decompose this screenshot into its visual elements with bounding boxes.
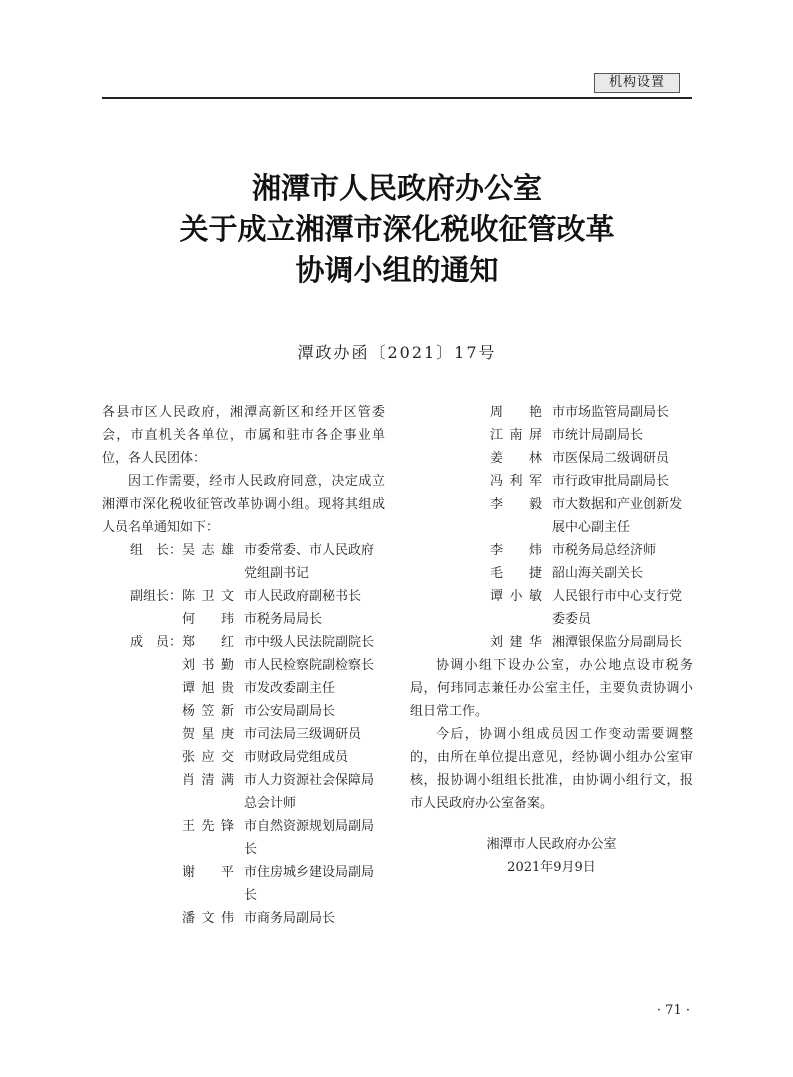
- signature-org: 湘潭市人民政府办公室: [486, 837, 617, 852]
- member-row: [410, 585, 693, 631]
- member-position: 市中级人民法院副院长: [244, 635, 375, 650]
- title-line-2: 关于成立湘潭市深化税收征管改革: [179, 212, 615, 246]
- member-name: 谭小敏: [490, 589, 542, 604]
- deputy-leader-name: 陈卫文: [182, 589, 234, 604]
- member-name: 江南屏: [490, 428, 542, 443]
- member-name: 刘建华: [490, 635, 542, 650]
- member-row: [102, 631, 385, 654]
- member-name: 肖清满: [182, 773, 234, 788]
- signature-block: [410, 833, 693, 879]
- member-position: 市财政局党组成员: [244, 750, 349, 765]
- member-name: 周 艳: [490, 405, 542, 420]
- member-row: [102, 861, 385, 907]
- member-row: [102, 907, 385, 930]
- member-row: [410, 447, 693, 470]
- deputy-leader-position: 市人民政府副秘书长: [244, 589, 362, 604]
- member-name: 张应交: [182, 750, 234, 765]
- member-name: 刘书勤: [182, 658, 234, 673]
- member-name: 杨笠新: [182, 704, 234, 719]
- member-position: 市市场监管局副局长: [552, 405, 670, 420]
- member-name: 谭旭贵: [182, 681, 234, 696]
- member-position: 市税务局总经济师: [552, 543, 657, 558]
- member-position: 市自然资源规划局副局长: [244, 819, 375, 857]
- member-row: [102, 723, 385, 746]
- member-position: 市医保局二级调研员: [552, 451, 670, 466]
- title-line-1: 湘潭市人民政府办公室: [251, 171, 542, 205]
- deputy-leader-2-name: 何 玮: [182, 612, 234, 627]
- member-name: 李 炜: [490, 543, 542, 558]
- member-row: [102, 700, 385, 723]
- member-row: [102, 769, 385, 815]
- member-row: [410, 539, 693, 562]
- member-row: [410, 470, 693, 493]
- member-row: [410, 631, 693, 654]
- member-position: 市人力资源社会保障局总会计师: [244, 773, 375, 811]
- deputy-leader-2-position: 市税务局局长: [244, 612, 323, 627]
- section-tag: 机构设置: [594, 73, 680, 93]
- member-name: 郑 红: [182, 635, 234, 650]
- member-name: 毛 捷: [490, 566, 542, 581]
- addressee: 各县市区人民政府，湘潭高新区和经开区管委会，市直机关各单位，市属和驻市各企事业单位，各人民团体：: [102, 405, 385, 466]
- deputy-leader-row: [102, 585, 385, 608]
- leader-row: [102, 539, 385, 585]
- member-name: 谢 平: [182, 865, 234, 880]
- member-name: 李 毅: [490, 497, 542, 512]
- title-line-3: 协调小组的通知: [295, 253, 499, 287]
- intro-paragraph: 因工作需要，经市人民政府同意，决定成立湘潭市深化税收征管改革协调小组。现将其组成人员名单通知如下：: [102, 474, 385, 535]
- deputy-leader-role: 副组长：: [129, 589, 182, 604]
- member-name: 姜 林: [490, 451, 542, 466]
- member-position: 市大数据和产业创新发展中心副主任: [552, 497, 683, 535]
- member-position: 市商务局副局长: [244, 911, 336, 926]
- change-paragraph: 今后，协调小组成员因工作变动需要调整的，由所在单位提出意见，经协调小组办公室审核，报协调小组组长批准，由协调小组行文，报市人民政府办公室备案。: [410, 727, 693, 811]
- member-name: 潘文伟: [182, 911, 234, 926]
- signature-date: 2021年9月9日: [507, 860, 596, 875]
- page-number: · 71 ·: [656, 1003, 690, 1018]
- member-position: 韶山海关副关长: [552, 566, 644, 581]
- header-rule: [102, 97, 692, 99]
- document-title: [102, 168, 692, 291]
- member-position: 市行政审批局副局长: [552, 474, 670, 489]
- member-name: 王先锋: [182, 819, 234, 834]
- member-row: [410, 562, 693, 585]
- member-position: 市人民检察院副检察长: [244, 658, 375, 673]
- document-number: 潭政办函〔2021〕17号: [297, 343, 497, 362]
- member-position: 湘潭银保监分局副局长: [552, 635, 683, 650]
- office-paragraph: 协调小组下设办公室，办公地点设市税务局，何玮同志兼任办公室主任，主要负责协调小组日常工作。: [410, 658, 693, 719]
- member-position: 市发改委副主任: [244, 681, 336, 696]
- members-right-list: [410, 401, 693, 654]
- member-position: 市公安局副局长: [244, 704, 336, 719]
- right-column: [410, 401, 693, 879]
- member-row: [102, 746, 385, 769]
- leader-name: 吴志雄: [182, 543, 234, 558]
- member-row: [102, 677, 385, 700]
- deputy-leader-row-2: [102, 608, 385, 631]
- member-name: 冯利军: [490, 474, 542, 489]
- member-row: [410, 424, 693, 447]
- member-row: [410, 493, 693, 539]
- member-position: 市统计局副局长: [552, 428, 644, 443]
- member-position: 市住房城乡建设局副局长: [244, 865, 375, 903]
- member-row: [102, 815, 385, 861]
- members-role: 成 员：: [129, 635, 182, 650]
- member-row: [410, 401, 693, 424]
- member-name: 贺星庚: [182, 727, 234, 742]
- member-position: 市司法局三级调研员: [244, 727, 362, 742]
- left-column: [102, 401, 385, 930]
- leader-position: 市委常委、市人民政府党组副书记: [244, 543, 375, 581]
- members-left-list: [102, 631, 385, 930]
- member-row: [102, 654, 385, 677]
- member-position: 人民银行市中心支行党委委员: [552, 589, 683, 627]
- leader-role: 组 长：: [129, 543, 182, 558]
